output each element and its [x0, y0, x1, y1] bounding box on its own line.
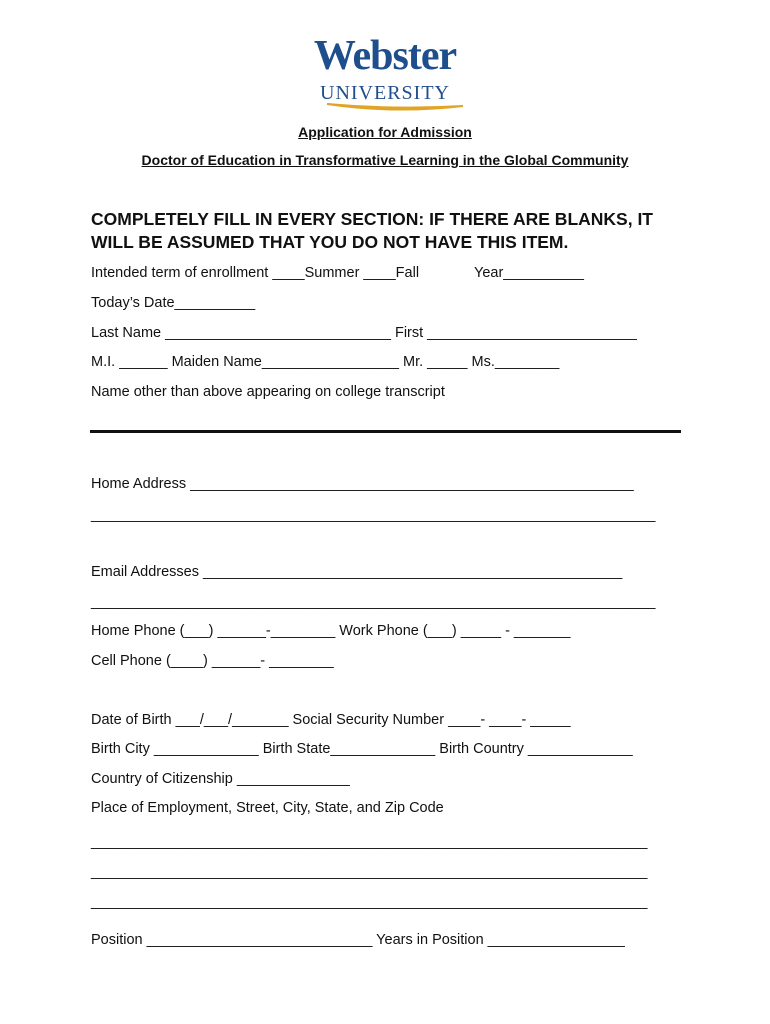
phone-field[interactable]: Home Phone (___) ______-________ Work Phone (___) _____ - _______ [91, 623, 571, 639]
name-field[interactable]: Last Name ____________________________ First __________________________ [91, 325, 637, 341]
term-field[interactable]: Intended term of enrollment ____Summer ____Fall [91, 265, 420, 281]
email-line-2[interactable]: ______________________________________________________________________ [91, 594, 656, 610]
instruction-text: COMPLETELY FILL IN EVERY SECTION: IF THERE ARE BLANKS, IT WILL BE ASSUMED THAT YOU DO NOT HAVE THIS ITEM. [91, 209, 653, 252]
citizenship-field[interactable]: Country of Citizenship ______________ [91, 771, 350, 787]
mi-maiden-field[interactable]: M.I. ______ Maiden Name_________________ Mr. _____ Ms.________ [91, 354, 560, 370]
todays-date-field[interactable]: Today’s Date__________ [91, 295, 256, 311]
logo-wordmark: Webster [313, 33, 457, 79]
employment-line-3[interactable]: _____________________________________________________________________ [91, 894, 648, 910]
cell-phone-field[interactable]: Cell Phone (____) ______- ________ [91, 653, 334, 669]
employment-line-2[interactable]: _____________________________________________________________________ [91, 864, 648, 880]
form-subtitle: Doctor of Education in Transformative Learning in the Global Community [141, 152, 629, 168]
year-field[interactable]: Year__________ [474, 265, 584, 281]
other-name-label: Name other than above appearing on college transcript [91, 384, 445, 400]
employment-line-1[interactable]: _____________________________________________________________________ [91, 834, 648, 850]
home-address-field[interactable]: Home Address _______________________________________________________ [91, 476, 634, 492]
birth-place-field[interactable]: Birth City _____________ Birth State_____________ Birth Country _____________ [91, 741, 633, 757]
logo-swoosh-icon [325, 100, 465, 114]
dob-ssn-field[interactable]: Date of Birth ___/___/_______ Social Security Number ____- ____- _____ [91, 712, 571, 728]
other-name-answer-line[interactable] [90, 430, 681, 433]
email-field[interactable]: Email Addresses ____________________________________________________ [91, 564, 623, 580]
home-address-line-2[interactable]: ______________________________________________________________________ [91, 507, 656, 523]
employment-label: Place of Employment, Street, City, State, and Zip Code [91, 800, 444, 816]
position-field[interactable]: Position ____________________________ Years in Position _________________ [91, 932, 625, 948]
logo-university: UNIVERSITY [320, 82, 450, 104]
form-title: Application for Admission [298, 124, 472, 140]
